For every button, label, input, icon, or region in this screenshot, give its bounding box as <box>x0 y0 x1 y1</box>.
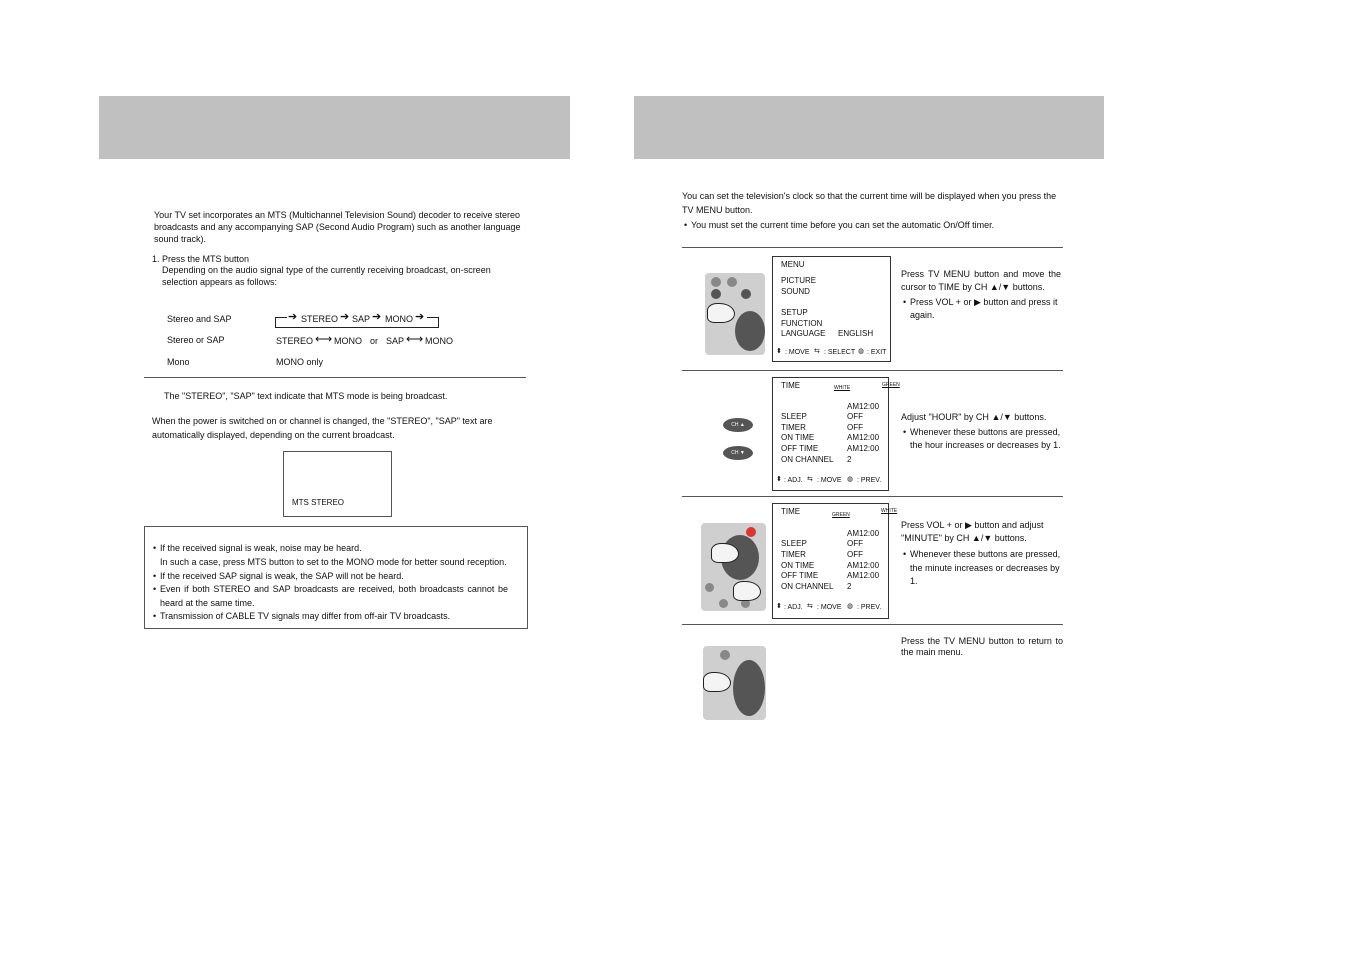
mode-mono-2: MONO <box>334 336 362 346</box>
note-item: • Transmission of CABLE TV signals may differ from off-air TV broadcasts. <box>160 609 515 623</box>
note-stereo-sap: The "STEREO", "SAP" text indicate that MTS mode is being broadcast. <box>164 391 448 401</box>
osd-footer: : PREV. <box>857 477 882 484</box>
osd-menu-item: SOUND <box>781 287 810 296</box>
step2-bullet: • Whenever these buttons are pressed, the hour increases or decreases by 1. <box>910 426 1063 452</box>
note-item: • Even if both STEREO and SAP broadcasts are received, both broadcasts cannot be heard at the same time. <box>160 582 508 610</box>
osd-row-key: ON TIME <box>781 433 815 442</box>
double-arrow-icon: ⟷ <box>406 332 424 346</box>
updown-icon: ⬍ <box>776 348 782 355</box>
triangle-right-icon: ▶ <box>973 297 981 307</box>
pointing-hand-icon <box>711 543 739 563</box>
mode-label-mono: Mono <box>167 357 190 367</box>
label-white: WHITE <box>881 508 898 514</box>
osd-footer: : SELECT <box>824 349 856 356</box>
mode-sap: SAP <box>352 314 371 324</box>
remote-control-image <box>701 523 766 611</box>
step4-instruction: Press the TV MENU button to return to the main menu. <box>901 636 1063 657</box>
step3-instruction <box>901 519 1063 545</box>
mts-intro: Your TV set incorporates an MTS (Multichannel Television Sound) decoder to receive stereo broadcasts and any accompanying SAP (Second Audio Program) such as another language sound track). <box>154 210 521 244</box>
osd-footer: : MOVE <box>785 349 810 356</box>
osd-row-value: OFF <box>847 412 863 421</box>
step2-instruction <box>901 410 1063 424</box>
osd-row-value: 2 <box>847 455 852 464</box>
triangle-up-icon: ▲/ <box>971 533 984 543</box>
prev-icon: ◍ <box>847 476 854 483</box>
left-header-banner <box>99 96 570 159</box>
divider <box>682 247 1063 248</box>
triangle-down-icon: ▼ <box>1002 412 1012 422</box>
osd-clock: AM12:00 <box>847 402 880 411</box>
step1-title: 1. Press the MTS button <box>152 254 250 264</box>
osd-menu-item: PICTURE <box>781 276 817 285</box>
osd-row-value: AM12:00 <box>847 571 880 580</box>
osd-menu-item: SETUP <box>781 308 808 317</box>
osd-row-value: 2 <box>847 582 852 591</box>
label-green: GREEN <box>832 512 850 518</box>
osd-footer: : EXIT <box>867 349 887 356</box>
divider <box>682 624 1063 625</box>
triangle-right-icon: ▶ <box>964 520 972 530</box>
triangle-down-icon: ▼ <box>983 533 993 543</box>
label-white: WHITE <box>834 385 851 391</box>
step1-bullet-text-2: button and press it again. <box>910 297 1058 320</box>
mode-sap-2: SAP <box>386 336 405 346</box>
arrow-icon: ➔ <box>415 311 425 323</box>
mode-mono-only: MONO only <box>276 357 324 367</box>
osd-row-key: OFF TIME <box>781 571 819 580</box>
triangle-up-icon: ▲/ <box>989 282 1002 292</box>
clock-intro-2: TV MENU button. <box>682 205 753 215</box>
note-power: When the power is switched on or channel is changed, the "STEREO", "SAP" text are automatically displayed, depending on the current broadcast. <box>152 416 493 440</box>
mode-label-stereo-sap: Stereo and SAP <box>167 314 232 324</box>
select-icon: ⇆ <box>814 348 820 355</box>
osd-time-minute <box>772 503 898 619</box>
screen-mts-stereo: MTS STEREO <box>292 498 345 507</box>
osd-row-value: AM12:00 <box>847 433 880 442</box>
osd-time-title: TIME <box>781 507 801 516</box>
note-item: • If the received signal is weak, noise may be heard. <box>160 541 515 555</box>
osd-row-key: SLEEP <box>781 539 807 548</box>
osd-time-hour <box>772 377 900 491</box>
remote-control-image <box>703 646 766 720</box>
pointing-hand-icon <box>733 581 761 601</box>
osd-menu-item: LANGUAGE <box>781 329 826 338</box>
mode-label-stereo-or-sap: Stereo or SAP <box>167 335 225 345</box>
pointing-hand-icon <box>703 672 731 692</box>
move-icon: ⇆ <box>807 603 813 610</box>
osd-row-key: ON CHANNEL <box>781 582 834 591</box>
osd-menu <box>772 256 891 362</box>
mode-mono-3: MONO <box>425 336 453 346</box>
exit-icon: ◍ <box>858 348 865 355</box>
osd-row-key: TIMER <box>781 423 806 432</box>
osd-row-value: AM12:00 <box>847 444 880 453</box>
step2-text: Adjust "HOUR" by CH <box>901 412 989 422</box>
triangle-up-icon: ▲/ <box>991 412 1003 422</box>
mode-stereo-2: STEREO <box>276 336 314 346</box>
osd-row-value: OFF <box>847 539 863 548</box>
updown-icon: ⬍ <box>776 476 782 483</box>
or-text: or <box>370 336 379 346</box>
arrow-icon: ➔ <box>372 311 382 323</box>
step1-bullet-text: Press VOL + or <box>910 297 972 307</box>
osd-footer: : PREV. <box>857 604 882 611</box>
mode-stereo: STEREO <box>301 314 339 324</box>
arrow-icon: ➔ <box>340 311 350 323</box>
osd-menu-title: MENU <box>781 260 805 269</box>
remote-control-image <box>705 273 765 355</box>
ch-up-button-image: CH ▲ <box>723 418 753 432</box>
double-arrow-icon: ⟷ <box>315 332 333 346</box>
osd-footer: : MOVE <box>817 604 842 611</box>
osd-row-key: ON TIME <box>781 561 815 570</box>
osd-row-key: SLEEP <box>781 412 807 421</box>
ch-down-button-image: CH ▼ <box>723 446 753 460</box>
label-green: GREEN <box>882 382 900 388</box>
step1-instruction <box>901 268 1061 294</box>
mode-cycle <box>275 312 440 328</box>
step1-text: Depending on the audio signal type of the currently receiving broadcast, on-screen selection appears as follows: <box>162 265 491 287</box>
move-icon: ⇆ <box>807 476 813 483</box>
note-item: • If the received SAP signal is weak, the SAP will not be heard. <box>160 569 515 583</box>
step3-text-end: buttons. <box>994 533 1027 543</box>
osd-footer: : MOVE <box>817 477 842 484</box>
osd-menu-item: FUNCTION <box>781 319 823 328</box>
updown-icon: ⬍ <box>776 603 782 610</box>
clock-intro-1: You can set the television's clock so that the current time will be displayed when you press the <box>682 191 1057 201</box>
notes-box <box>144 526 528 629</box>
triangle-down-icon: ▼ <box>1001 282 1011 292</box>
divider <box>682 496 1063 497</box>
pointing-hand-icon <box>707 303 735 323</box>
osd-row-value: OFF <box>847 550 863 559</box>
osd-row-key: TIMER <box>781 550 806 559</box>
osd-time-title: TIME <box>781 381 801 390</box>
osd-row-key: ON CHANNEL <box>781 455 834 464</box>
step1-text: Press TV MENU button and move the cursor to TIME by CH <box>901 269 1061 292</box>
step3-text-mid: button and adjust "MINUTE" by CH <box>901 520 1044 543</box>
step3-bullet: • Whenever these buttons are pressed, the minute increases or decreases by 1. <box>910 548 1063 589</box>
osd-footer: : ADJ. <box>784 477 803 484</box>
osd-row-value: AM12:00 <box>847 561 880 570</box>
osd-language-value: ENGLISH <box>838 329 874 338</box>
arrow-icon: ➔ <box>288 311 298 323</box>
note-item: In such a case, press MTS button to set to the MONO mode for better sound reception. <box>160 557 507 567</box>
step3-text: Press VOL + or <box>901 520 963 530</box>
right-header-banner <box>634 96 1104 159</box>
osd-row-key: OFF TIME <box>781 444 819 453</box>
osd-clock: AM12:00 <box>847 529 880 538</box>
prev-icon: ◍ <box>847 603 854 610</box>
step2-text-end: buttons. <box>1014 412 1047 422</box>
step1-text-end: buttons. <box>1012 282 1045 292</box>
osd-row-value: OFF <box>847 423 863 432</box>
mode-mono: MONO <box>385 314 413 324</box>
divider <box>682 370 1063 371</box>
divider <box>144 377 526 378</box>
tv-screen <box>283 451 392 517</box>
clock-intro-bullet: • You must set the current time before you can set the automatic On/Off timer. <box>691 218 994 232</box>
osd-footer: : ADJ. <box>784 604 803 611</box>
step1-bullet <box>910 296 1062 322</box>
